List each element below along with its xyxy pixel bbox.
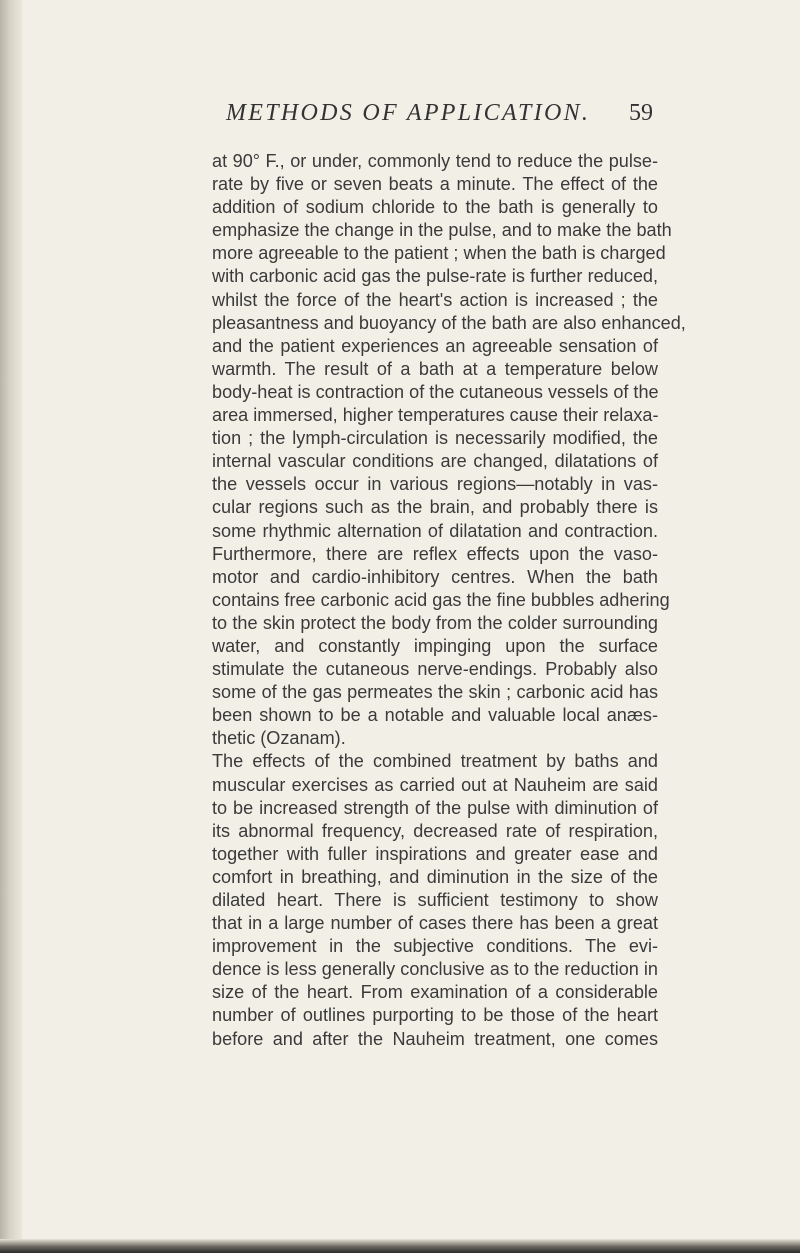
- text-line: pleasantness and buoyancy of the bath are also enhanced,: [212, 312, 686, 333]
- text-line: improvement in the subjective conditions. The evi-: [212, 936, 658, 957]
- text-line: dence is less generally conclusive as to the reduction in: [212, 959, 658, 980]
- text-line: Furthermore, there are reflex effects upon the vaso-: [212, 543, 658, 564]
- text-line: body-heat is contraction of the cutaneous vessels of the: [212, 381, 659, 402]
- text-line: some rhythmic alternation of dilatation and contraction.: [212, 520, 658, 541]
- text-line: water, and constantly impinging upon the surface: [212, 635, 658, 656]
- text-line: been shown to be a notable and valuable local anæs-: [212, 705, 658, 726]
- text-line: its abnormal frequency, decreased rate of respiration,: [212, 820, 658, 841]
- text-line: whilst the force of the heart's action is increased ; the: [212, 289, 658, 310]
- page-bottom-edge: [0, 1239, 800, 1253]
- text-line: comfort in breathing, and diminution in the size of the: [212, 866, 658, 887]
- text-line: warmth. The result of a bath at a temperature below: [212, 358, 658, 379]
- text-line: size of the heart. From examination of a considerable: [212, 982, 658, 1003]
- text-line: the vessels occur in various regions—notably in vas-: [212, 474, 658, 495]
- text-line: number of outlines purporting to be those of the heart: [212, 1005, 658, 1026]
- text-line: to be increased strength of the pulse with diminution of: [212, 797, 658, 818]
- text-line: that in a large number of cases there has been a great: [212, 913, 658, 934]
- text-line: with carbonic acid gas the pulse-rate is further reduced,: [212, 266, 658, 287]
- text-line: tion ; the lymph-circulation is necessarily modified, the: [212, 428, 658, 449]
- text-line: emphasize the change in the pulse, and to make the bath: [212, 220, 672, 241]
- text-line: area immersed, higher temperatures cause their relaxa-: [212, 405, 659, 426]
- text-line: rate by five or seven beats a minute. The effect of the: [212, 174, 658, 195]
- text-line: together with fuller inspirations and greater ease and: [212, 843, 658, 864]
- text-line: more agreeable to the patient ; when the bath is charged: [212, 243, 666, 264]
- page-binding-edge: [0, 0, 22, 1253]
- text-line: motor and cardio-inhibitory centres. When the bath: [212, 566, 658, 587]
- text-line: addition of sodium chloride to the bath is generally to: [212, 197, 658, 218]
- text-line: some of the gas permeates the skin ; carbonic acid has: [212, 682, 658, 703]
- running-head: [0, 100, 800, 136]
- text-line: to the skin protect the body from the colder surrounding: [212, 612, 658, 633]
- text-line: contains free carbonic acid gas the fine bubbles adhering: [212, 589, 670, 610]
- text-line: muscular exercises as carried out at Nauheim are said: [212, 774, 658, 795]
- text-line: before and after the Nauheim treatment, one comes: [212, 1028, 658, 1049]
- text-line: and the patient experiences an agreeable sensation of: [212, 335, 658, 356]
- text-line: thetic (Ozanam).: [212, 728, 346, 749]
- text-line: at 90° F., or under, commonly tend to reduce the pulse-: [212, 151, 658, 171]
- text-line: dilated heart. There is sufficient testimony to show: [212, 890, 658, 910]
- body-text: [212, 150, 686, 1051]
- page-number: 59: [629, 100, 653, 126]
- text-line: The effects of the combined treatment by baths and: [212, 751, 658, 772]
- text-line: internal vascular conditions are changed, dilatations of: [212, 451, 658, 472]
- text-line: stimulate the cutaneous nerve-endings. Probably also: [212, 659, 658, 680]
- running-title: METHODS OF APPLICATION.: [226, 100, 591, 126]
- text-line: cular regions such as the brain, and probably there is: [212, 497, 658, 518]
